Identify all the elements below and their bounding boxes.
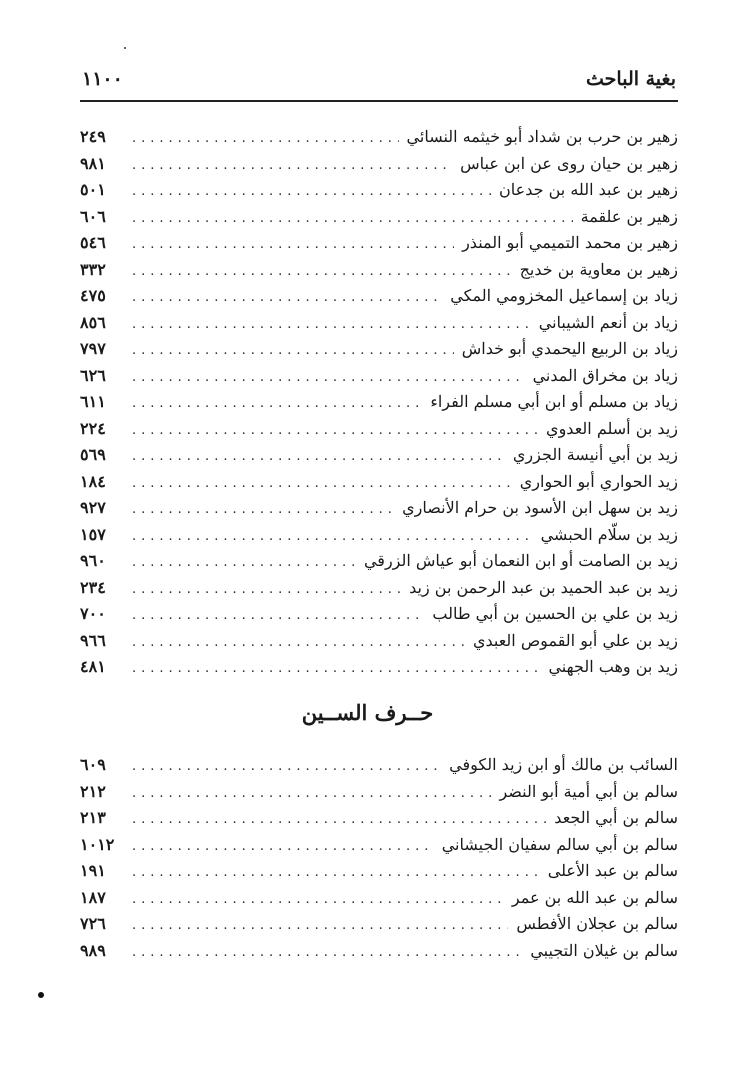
leader-dots [132, 807, 546, 834]
entry-name: سالم بن أبي سالم سفيان الجيشاني [441, 834, 678, 854]
entry-page: ٢٣٤ [80, 577, 106, 597]
entry-name: زيد بن عبد الحميد بن عبد الرحمن بن زيد [409, 577, 678, 597]
leader-dots [132, 312, 531, 339]
entry-name: زيد بن علي أبو القموص العبدي [472, 630, 678, 650]
leader-dots [132, 781, 491, 808]
running-header [82, 68, 676, 90]
index-entry [80, 469, 678, 496]
entry-page: ٩٨١ [80, 153, 106, 173]
entry-page: ١٩١ [80, 861, 106, 880]
leader-dots [132, 550, 356, 577]
margin-bullet-mark [38, 992, 44, 998]
index-entry [80, 858, 678, 885]
entry-name: زياد بن إسماعيل المخزومي المكي [450, 286, 678, 305]
entry-page: ٩٢٧ [80, 498, 106, 517]
leader-dots [132, 887, 504, 914]
leader-dots [132, 338, 454, 365]
entry-name: سالم بن أبي الجعد [554, 808, 678, 827]
leader-dots [132, 656, 540, 683]
entry-page: ٩٦٠ [80, 551, 106, 570]
leader-dots [132, 497, 394, 524]
index-entry [80, 654, 678, 681]
entry-page: ٤٧٥ [80, 286, 106, 305]
entry-name: سالم بن عبد الأعلى [547, 861, 678, 880]
index-entry [80, 885, 678, 912]
index-entry [80, 257, 678, 284]
entry-name: زياد بن أنعم الشيباني [538, 312, 678, 332]
index-list-zay [80, 124, 678, 681]
index-entry [80, 124, 678, 151]
entry-page: ٣٣٢ [80, 259, 106, 279]
index-entry [80, 548, 678, 575]
entry-name: سالم بن عجلان الأفطس [516, 914, 678, 933]
entry-name: زيد بن الصامت أو ابن النعمان أبو عياش الزرقي [363, 551, 678, 570]
entry-page: ٧٠٠ [80, 604, 106, 623]
entry-name: زياد بن الربيع اليحمدي أبو خداش [461, 339, 678, 358]
leader-dots [132, 153, 452, 180]
leader-dots [132, 259, 512, 286]
index-entry [80, 805, 678, 832]
index-entry [80, 779, 678, 806]
index-entry [80, 911, 678, 938]
entry-name: زيد الحواري أبو الحواري [519, 471, 678, 491]
leader-dots [132, 940, 522, 967]
index-entry [80, 177, 678, 204]
entry-name: السائب بن مالك أو ابن زيد الكوفي [449, 755, 678, 774]
leader-dots [132, 471, 512, 498]
leader-dots [132, 285, 442, 312]
leader-dots [132, 630, 465, 657]
entry-page: ٦١١ [80, 392, 106, 411]
leader-dots [132, 232, 454, 259]
leader-dots [132, 754, 441, 781]
entry-page: ١٨٤ [80, 471, 106, 491]
index-entry [80, 151, 678, 178]
index-entry [80, 495, 678, 522]
entry-name: زهير بن حيان روى عن ابن عباس [460, 153, 678, 173]
entry-name: زيد بن أسلم العدوي [546, 418, 678, 438]
entry-name: سالم بن عبد الله بن عمر [511, 887, 678, 907]
entry-page: ٧٢٦ [80, 914, 106, 933]
leader-dots [132, 179, 491, 206]
leader-dots [132, 365, 525, 392]
entry-page: ٩٨٩ [80, 940, 106, 960]
leader-dots [132, 913, 508, 940]
entry-page: ٥٤٦ [80, 233, 106, 252]
page-number: ١١٠٠ [82, 68, 123, 90]
leader-dots [132, 206, 573, 233]
entry-page: ٨٥٦ [80, 312, 106, 332]
index-list-seen [80, 752, 678, 964]
index-entry [80, 938, 678, 965]
leader-dots [132, 603, 424, 630]
index-entry [80, 283, 678, 310]
entry-page: ١٨٧ [80, 887, 106, 907]
entry-page: ٦٠٦ [80, 206, 106, 226]
leader-dots [132, 577, 401, 604]
index-entry [80, 628, 678, 655]
index-entry [80, 575, 678, 602]
entry-name: زيد بن سهل ابن الأسود بن حرام الأنصاري [402, 498, 678, 517]
entry-page: ٥٠١ [80, 180, 106, 199]
entry-page: ٥٦٩ [80, 445, 106, 464]
entry-name: زياد بن مخراق المدني [532, 365, 678, 385]
index-entry [80, 363, 678, 390]
header-rule [80, 100, 678, 102]
leader-dots [132, 834, 434, 861]
index-entry [80, 310, 678, 337]
leader-dots [132, 391, 422, 418]
entry-page: ١٥٧ [80, 524, 106, 544]
entry-page: ٦٢٦ [80, 365, 106, 385]
entry-name: زهير بن محمد التميمي أبو المنذر [462, 233, 678, 252]
leader-dots [132, 524, 533, 551]
entry-name: زيد بن وهب الجهني [548, 657, 678, 676]
entry-page: ٦٠٩ [80, 755, 106, 774]
book-title: بغية الباحث [586, 68, 676, 90]
entry-page: ٢٢٤ [80, 418, 106, 438]
entry-page: ١٠١٢ [80, 834, 115, 854]
scan-speck [124, 47, 126, 49]
index-entry [80, 832, 678, 859]
index-entry [80, 204, 678, 231]
entry-name: زيد بن أبي أنيسة الجزري [512, 445, 678, 464]
index-entry [80, 389, 678, 416]
leader-dots [132, 418, 538, 445]
index-entry [80, 601, 678, 628]
entry-name: زيد بن علي بن الحسين بن أبي طالب [432, 604, 678, 623]
entry-page: ٢١٢ [80, 781, 106, 801]
leader-dots [132, 444, 505, 471]
index-entry [80, 336, 678, 363]
index-entry [80, 416, 678, 443]
entry-name: زهير بن علقمة [580, 206, 678, 226]
entry-name: زيد بن سلّام الحبشي [540, 524, 678, 544]
index-entry [80, 752, 678, 779]
entry-page: ٤٨١ [80, 657, 106, 676]
index-entry [80, 442, 678, 469]
leader-dots [132, 860, 540, 887]
entry-name: سالم بن غيلان التجيبي [530, 940, 678, 960]
index-entry [80, 522, 678, 549]
index-entry [80, 230, 678, 257]
entry-name: زهير بن عبد الله بن جدعان [499, 180, 678, 199]
entry-name: سالم بن أبي أمية أبو النضر [499, 781, 678, 801]
entry-page: ٧٩٧ [80, 339, 106, 358]
leader-dots [132, 126, 399, 153]
entry-name: زياد بن مسلم أو ابن أبي مسلم الفراء [430, 392, 678, 411]
entry-page: ٢٤٩ [80, 127, 106, 146]
entry-page: ٢١٣ [80, 808, 106, 827]
entry-name: زهير بن معاوية بن خديج [519, 259, 678, 279]
section-heading: حــرف الســين [301, 700, 434, 725]
entry-name: زهير بن حرب بن شداد أبو خيثمه النسائي [406, 127, 678, 146]
entry-page: ٩٦٦ [80, 630, 106, 650]
